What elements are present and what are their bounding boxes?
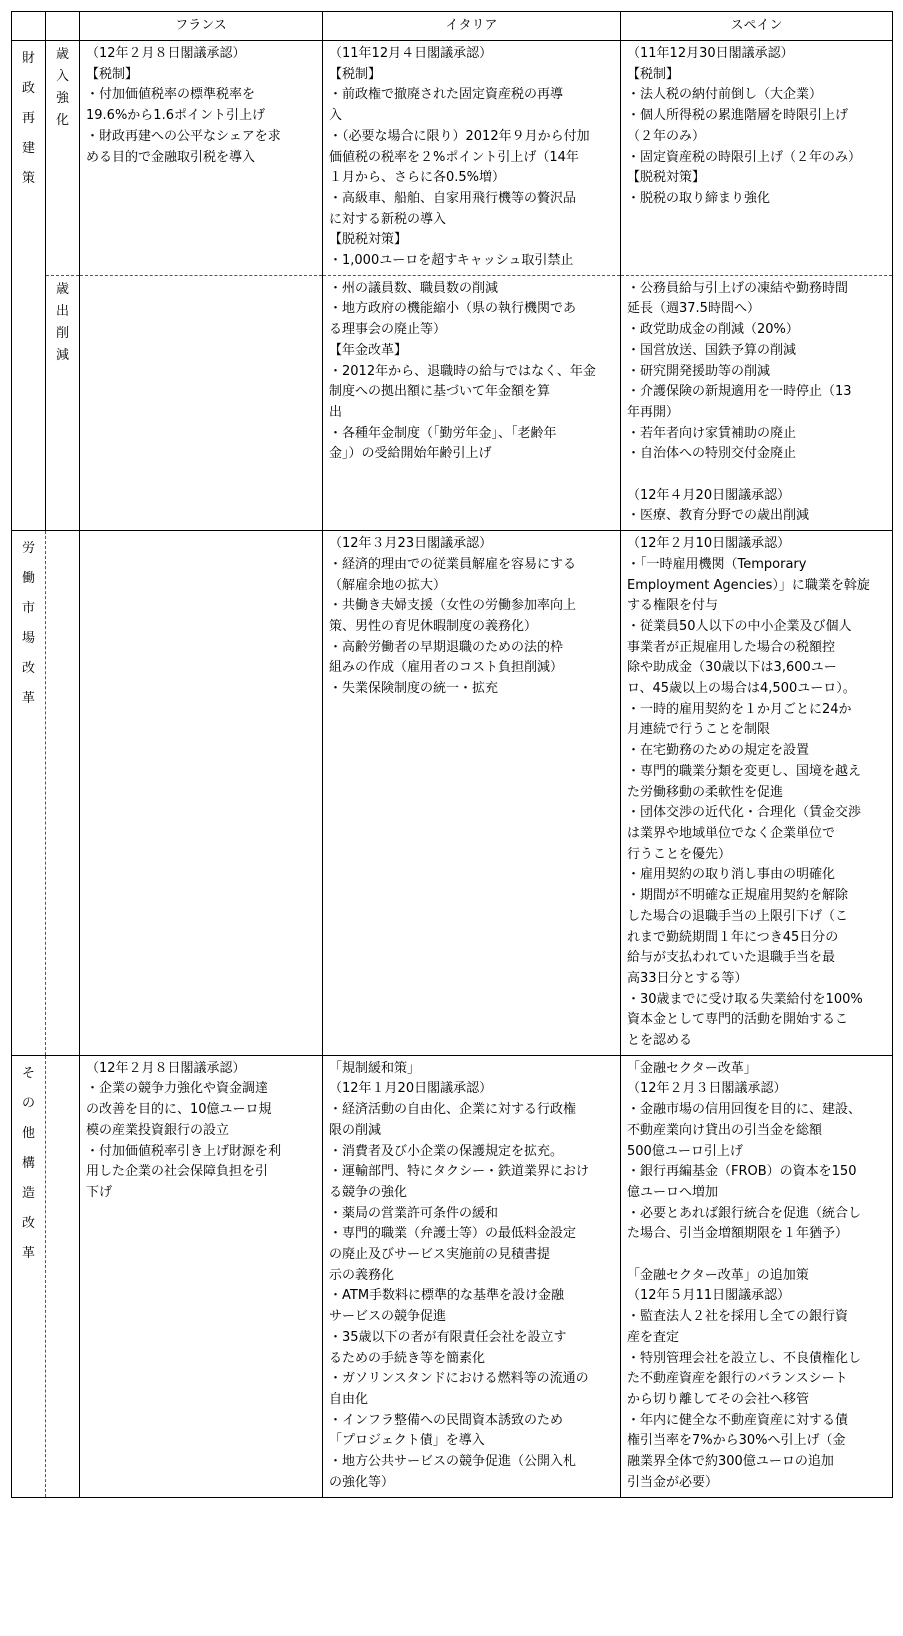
text-line: （12年３月23日閣議承認） bbox=[329, 536, 493, 552]
text-line: 限の削減 bbox=[329, 1122, 382, 1138]
policy-comparison-table bbox=[11, 11, 893, 1498]
label-char: 建 bbox=[21, 141, 35, 156]
bullet-line: ・雇用契約の取り消し事由の明確化 bbox=[627, 867, 836, 883]
text-line: 金」）の受給開始年齢引上げ bbox=[329, 446, 492, 462]
bullet-line: ・2012年から、退職時の給与ではなく、年金 bbox=[329, 363, 596, 379]
bullet-line: ・特別管理会社を設立し、不良債権化し bbox=[627, 1350, 862, 1366]
bullet-line: ・地方公共サービスの競争促進（公開入札 bbox=[329, 1454, 577, 1470]
text-line: 不動産業向け貸出の引当金を総額 bbox=[627, 1122, 823, 1138]
text-line: する権限を付与 bbox=[627, 598, 719, 614]
other-sub-blank bbox=[46, 1055, 80, 1497]
fiscal-revenue-italy-cell bbox=[323, 41, 621, 276]
other-category-label bbox=[12, 1055, 46, 1497]
label-char: 構 bbox=[21, 1155, 35, 1171]
bullet-line: ・専門的職業（弁護士等）の最低料金設定 bbox=[329, 1226, 577, 1242]
bullet-line: ・年内に健全な不動産資産に対する債 bbox=[627, 1412, 849, 1428]
text-line: 月連続で行うことを制限 bbox=[627, 722, 771, 738]
text-line: （12年２月８日閣議承認） bbox=[86, 46, 246, 61]
text-line: の強化等） bbox=[329, 1474, 395, 1490]
fiscal-expenditure-italy-cell bbox=[323, 275, 621, 530]
label-char: 強 bbox=[55, 91, 69, 106]
bullet-line: ・付加価値税率引き上げ財源を利 bbox=[86, 1143, 282, 1159]
label-char: 歳 bbox=[55, 47, 69, 62]
label-char: 出 bbox=[55, 303, 69, 319]
text-line: （解雇余地の拡大） bbox=[329, 577, 447, 593]
bullet-line: ・ガソリンスタンドにおける燃料等の流通の bbox=[329, 1371, 589, 1387]
bullet-line: ・各種年金制度（「勤労年金」、「老齢年 bbox=[329, 425, 557, 441]
bullet-line: ・必要とあれば銀行統合を促進（統合し bbox=[627, 1205, 862, 1221]
text-line: 【税制】 bbox=[627, 66, 680, 82]
header-spain: スペイン bbox=[621, 12, 893, 41]
text-line: 「規制緩和策」 bbox=[329, 1060, 421, 1076]
text-line: 19.6%から1.6ポイント引上げ bbox=[86, 108, 265, 124]
bullet-line: ・1,000ユーロを超すキャッシュ取引禁止 bbox=[329, 253, 574, 269]
text-line: （11年12月４日閣議承認） bbox=[329, 46, 493, 61]
bullet-line: ・個人所得税の累進階層を時限引上げ bbox=[627, 108, 849, 124]
bullet-line: ・財政再建への公平なシェアを求 bbox=[86, 128, 281, 144]
bullet-line: ・運輸部門、特にタクシー・鉄道業界におけ bbox=[329, 1164, 590, 1180]
text-line: 策、男性の育児休暇制度の義務化） bbox=[329, 618, 538, 634]
text-line: （12年４月20日閣議承認） bbox=[627, 487, 791, 503]
labor-spain-cell bbox=[621, 531, 893, 1056]
text-line: た場合、引当金増額期限を１年猶予） bbox=[627, 1226, 849, 1242]
text-line: とを認める bbox=[627, 1033, 693, 1049]
fiscal-revenue-france-cell bbox=[80, 41, 323, 276]
bullet-line: ・35歳以下の者が有限責任会社を設立す bbox=[329, 1329, 567, 1345]
labor-row bbox=[12, 531, 893, 1056]
header-italy: イタリア bbox=[323, 12, 621, 41]
text-line: 制度への拠出額に基づいて年金額を算 bbox=[329, 384, 551, 400]
text-line: から切り離してその会社へ移管 bbox=[627, 1391, 810, 1407]
bullet-line: ・州の議員数、職員数の削減 bbox=[329, 280, 499, 296]
label-char: 造 bbox=[21, 1185, 35, 1201]
fiscal-category-label bbox=[12, 41, 46, 531]
text-line: た不動産資産を銀行のバランスシート bbox=[627, 1371, 848, 1387]
text-line: サービスの競争促進 bbox=[329, 1309, 447, 1325]
text-line: （12年２月３日閣議承認） bbox=[627, 1081, 787, 1097]
bullet-line: ・研究開発援助等の削減 bbox=[627, 363, 771, 379]
text-line: 事業者が正規雇用した場合の税額控 bbox=[627, 639, 836, 655]
header-row bbox=[12, 12, 893, 41]
text-line: Employment Agencies）」に職業を斡旋 bbox=[627, 577, 870, 593]
text-line: 【脱税対策】 bbox=[329, 232, 408, 248]
text-line: は業界や地域単位でなく企業単位で bbox=[627, 826, 836, 841]
text-line: 用した企業の社会保障負担を引 bbox=[86, 1164, 269, 1180]
header-france: フランス bbox=[80, 12, 323, 41]
bullet-line: ・若年者向け家賃補助の廃止 bbox=[627, 425, 797, 441]
text-line: 除や助成金（30歳以下は3,600ユー bbox=[627, 660, 837, 676]
text-line: 「プロジェクト債」を導入 bbox=[329, 1433, 485, 1449]
label-char: 減 bbox=[55, 347, 69, 363]
text-line: した場合の退職手当の上限引下げ（こ bbox=[627, 908, 849, 924]
bullet-line: ・ATM手数料に標準的な基準を設け金融 bbox=[329, 1288, 565, 1304]
text-line: る競争の強化 bbox=[329, 1184, 408, 1200]
bullet-line: ・薬局の営業許可条件の緩和 bbox=[329, 1205, 499, 1221]
header-blank-2 bbox=[46, 12, 80, 41]
text-line: 組みの作成（雇用者のコスト負担削減） bbox=[329, 660, 564, 676]
text-line: るための手続き等を簡素化 bbox=[329, 1350, 486, 1366]
bullet-line: ・医療、教育分野での歳出削減 bbox=[627, 508, 810, 524]
text-line: 【税制】 bbox=[86, 66, 139, 82]
labor-sub-blank bbox=[46, 531, 80, 1056]
bullet-line: ・30歳までに受け取る失業給付を100% bbox=[627, 991, 863, 1007]
bullet-line: ・専門的職業分類を変更し、国境を越え bbox=[627, 763, 862, 779]
text-line: 下げ bbox=[86, 1184, 113, 1200]
label-char: 策 bbox=[21, 171, 35, 186]
bullet-line: ・監査法人２社を採用し全ての銀行資 bbox=[627, 1309, 849, 1325]
text-line: 【税制】 bbox=[329, 66, 382, 82]
text-line: 出 bbox=[329, 404, 343, 420]
fiscal-revenue-spain-cell bbox=[621, 41, 893, 276]
text-line: 行うことを優先） bbox=[627, 846, 732, 862]
blank-line bbox=[627, 1245, 886, 1266]
bullet-line: ・国営放送、国鉄予算の削減 bbox=[627, 342, 797, 358]
text-line: 資本金として専門的活動を開始するこ bbox=[627, 1012, 849, 1028]
text-line: に対する新税の導入 bbox=[329, 211, 447, 227]
text-line: （12年２月８日閣議承認） bbox=[86, 1060, 246, 1076]
label-char: 働 bbox=[21, 571, 35, 587]
text-line: ロ、45歳以上の場合は4,500ユーロ）。 bbox=[627, 681, 856, 697]
text-line: 模の産業投資銀行の設立 bbox=[86, 1122, 230, 1138]
text-line: 権引当率を7%から30%へ引上げ（金 bbox=[627, 1433, 846, 1449]
bullet-line: ・期間が不明確な正規雇用契約を解除 bbox=[627, 888, 849, 904]
bullet-line: ・一時的雇用契約を１か月ごとに24か bbox=[627, 701, 852, 717]
bullet-line: ・前政権で撤廃された固定資産税の再導 bbox=[329, 87, 564, 103]
text-line: （12年２月10日閣議承認） bbox=[627, 536, 791, 552]
label-char: 化 bbox=[55, 113, 69, 128]
label-char: 財 bbox=[21, 51, 35, 66]
bullet-line: ・自治体への特別交付金廃止 bbox=[627, 446, 797, 462]
label-char: 入 bbox=[55, 69, 69, 84]
label-char: 場 bbox=[21, 631, 35, 647]
bullet-line: ・介護保険の新規適用を一時停止（13 bbox=[627, 384, 852, 400]
text-line: た労働移動の柔軟性を促進 bbox=[627, 784, 784, 800]
label-char: 労 bbox=[21, 541, 35, 557]
text-line: （12年５月11日閣議承認） bbox=[627, 1288, 791, 1304]
bullet-line: ・経済的理由での従業員解雇を容易にする bbox=[329, 556, 577, 572]
text-line: る理事会の廃止等） bbox=[329, 322, 447, 338]
labor-france-cell bbox=[80, 531, 323, 1056]
text-line: 入 bbox=[329, 108, 343, 124]
bullet-line: ・固定資産税の時限引上げ（２年のみ） bbox=[627, 149, 862, 165]
bullet-line: ・銀行再編基金（FROB）の資本を150 bbox=[627, 1164, 857, 1180]
text-line: 価値税の税率を２%ポイント引上げ（14年 bbox=[329, 149, 579, 165]
bullet-line: ・公務員給与引上げの凍結や勤務時間 bbox=[627, 280, 849, 296]
text-line: 給与が支払われていた退職手当を最 bbox=[627, 950, 836, 966]
text-line: 融業界全体で約300億ユーロの追加 bbox=[627, 1454, 834, 1470]
fiscal-revenue-row bbox=[12, 41, 893, 276]
label-char: 改 bbox=[21, 661, 35, 677]
fiscal-expenditure-france-cell bbox=[80, 275, 323, 530]
text-line: 500億ユーロ引上げ bbox=[627, 1143, 743, 1159]
text-line: 示の義務化 bbox=[329, 1267, 395, 1283]
label-char: 政 bbox=[21, 81, 35, 96]
text-line: れまで勤続期間１年につき45日分の bbox=[627, 929, 839, 945]
label-char: 革 bbox=[21, 1245, 35, 1261]
label-char: の bbox=[21, 1095, 35, 1111]
fiscal-expenditure-row bbox=[12, 275, 893, 530]
bullet-line: ・企業の競争力強化や資金調達 bbox=[86, 1081, 269, 1097]
bullet-line: ・共働き夫婦支援（女性の労働参加率向上 bbox=[329, 598, 577, 614]
label-char: 歳 bbox=[55, 281, 69, 297]
bullet-line: ・従業員50人以下の中小企業及び個人 bbox=[627, 618, 852, 634]
text-line: の廃止及びサービス実施前の見積書提 bbox=[329, 1247, 551, 1263]
text-line: 「金融セクター改革」の追加策 bbox=[627, 1267, 809, 1283]
fiscal-expenditure-spain-cell bbox=[621, 275, 893, 530]
labor-italy-cell bbox=[323, 531, 621, 1056]
bullet-line: ・団体交渉の近代化・合理化（賃金交渉 bbox=[627, 805, 862, 821]
text-line: 自由化 bbox=[329, 1391, 369, 1407]
label-char: 他 bbox=[21, 1125, 35, 1141]
other-row bbox=[12, 1055, 893, 1497]
text-line: の改善を目的に、10億ユーロ規 bbox=[86, 1102, 272, 1118]
label-char: 改 bbox=[21, 1215, 35, 1231]
text-line: 億ユーロへ増加 bbox=[627, 1184, 719, 1200]
text-line: 高33日分とする等） bbox=[627, 970, 748, 986]
other-france-cell bbox=[80, 1055, 323, 1497]
other-spain-cell bbox=[621, 1055, 893, 1497]
text-line: める目的で金融取引税を導入 bbox=[86, 149, 256, 165]
other-italy-cell bbox=[323, 1055, 621, 1497]
bullet-line: ・政党助成金の削減（20%） bbox=[627, 322, 799, 338]
bullet-line: ・失業保険制度の統一・拡充 bbox=[329, 681, 499, 697]
text-line: 「金融セクター改革」 bbox=[627, 1060, 757, 1076]
text-line: 年再開） bbox=[627, 404, 680, 420]
label-char: 革 bbox=[21, 691, 35, 707]
bullet-line: ・金融市場の信用回復を目的に、建設、 bbox=[627, 1102, 862, 1118]
text-line: （11年12月30日閣議承認） bbox=[627, 46, 794, 61]
text-line: 延長（週37.5時間へ） bbox=[627, 301, 760, 317]
text-line: 【年金改革】 bbox=[329, 342, 408, 358]
bullet-line: ・在宅勤務のための規定を設置 bbox=[627, 743, 810, 759]
bullet-line: ・（必要な場合に限り）2012年９月から付加 bbox=[329, 128, 590, 144]
expenditure-subcategory-label bbox=[46, 275, 80, 530]
text-line: １月から、さらに各0.5%増） bbox=[329, 170, 506, 186]
bullet-line: ・インフラ整備への民間資本誘致のため bbox=[329, 1412, 564, 1428]
label-char: 削 bbox=[55, 325, 69, 341]
bullet-line: ・付加価値税率の標準税率を bbox=[86, 87, 256, 103]
bullet-line: ・地方政府の機能縮小（県の執行機関であ bbox=[329, 301, 577, 317]
revenue-subcategory-label bbox=[46, 41, 80, 276]
text-line: （12年１月20日閣議承認） bbox=[329, 1081, 493, 1097]
label-char: 市 bbox=[21, 601, 35, 617]
blank-line bbox=[627, 465, 886, 486]
bullet-line: ・脱税の取り締まり強化 bbox=[627, 190, 771, 206]
labor-category-label bbox=[12, 531, 46, 1056]
header-blank-1 bbox=[12, 12, 46, 41]
bullet-line: ・経済活動の自由化、企業に対する行政権 bbox=[329, 1102, 577, 1118]
text-line: 産を査定 bbox=[627, 1329, 680, 1345]
label-char: 再 bbox=[21, 111, 35, 126]
text-line: 引当金が必要） bbox=[627, 1474, 719, 1490]
bullet-line: ・高齢労働者の早期退職のための法的枠 bbox=[329, 639, 564, 655]
text-line: （２年のみ） bbox=[627, 128, 706, 144]
label-char: そ bbox=[21, 1065, 35, 1081]
bullet-line: ・法人税の納付前倒し（大企業） bbox=[627, 87, 823, 103]
bullet-line: ・消費者及び小企業の保護規定を拡充。 bbox=[329, 1143, 564, 1159]
text-line: 【脱税対策】 bbox=[627, 170, 706, 186]
bullet-line: ・高級車、船舶、自家用飛行機等の贅沢品 bbox=[329, 190, 577, 206]
bullet-line: ・「一時雇用機関（Temporary bbox=[627, 556, 807, 572]
